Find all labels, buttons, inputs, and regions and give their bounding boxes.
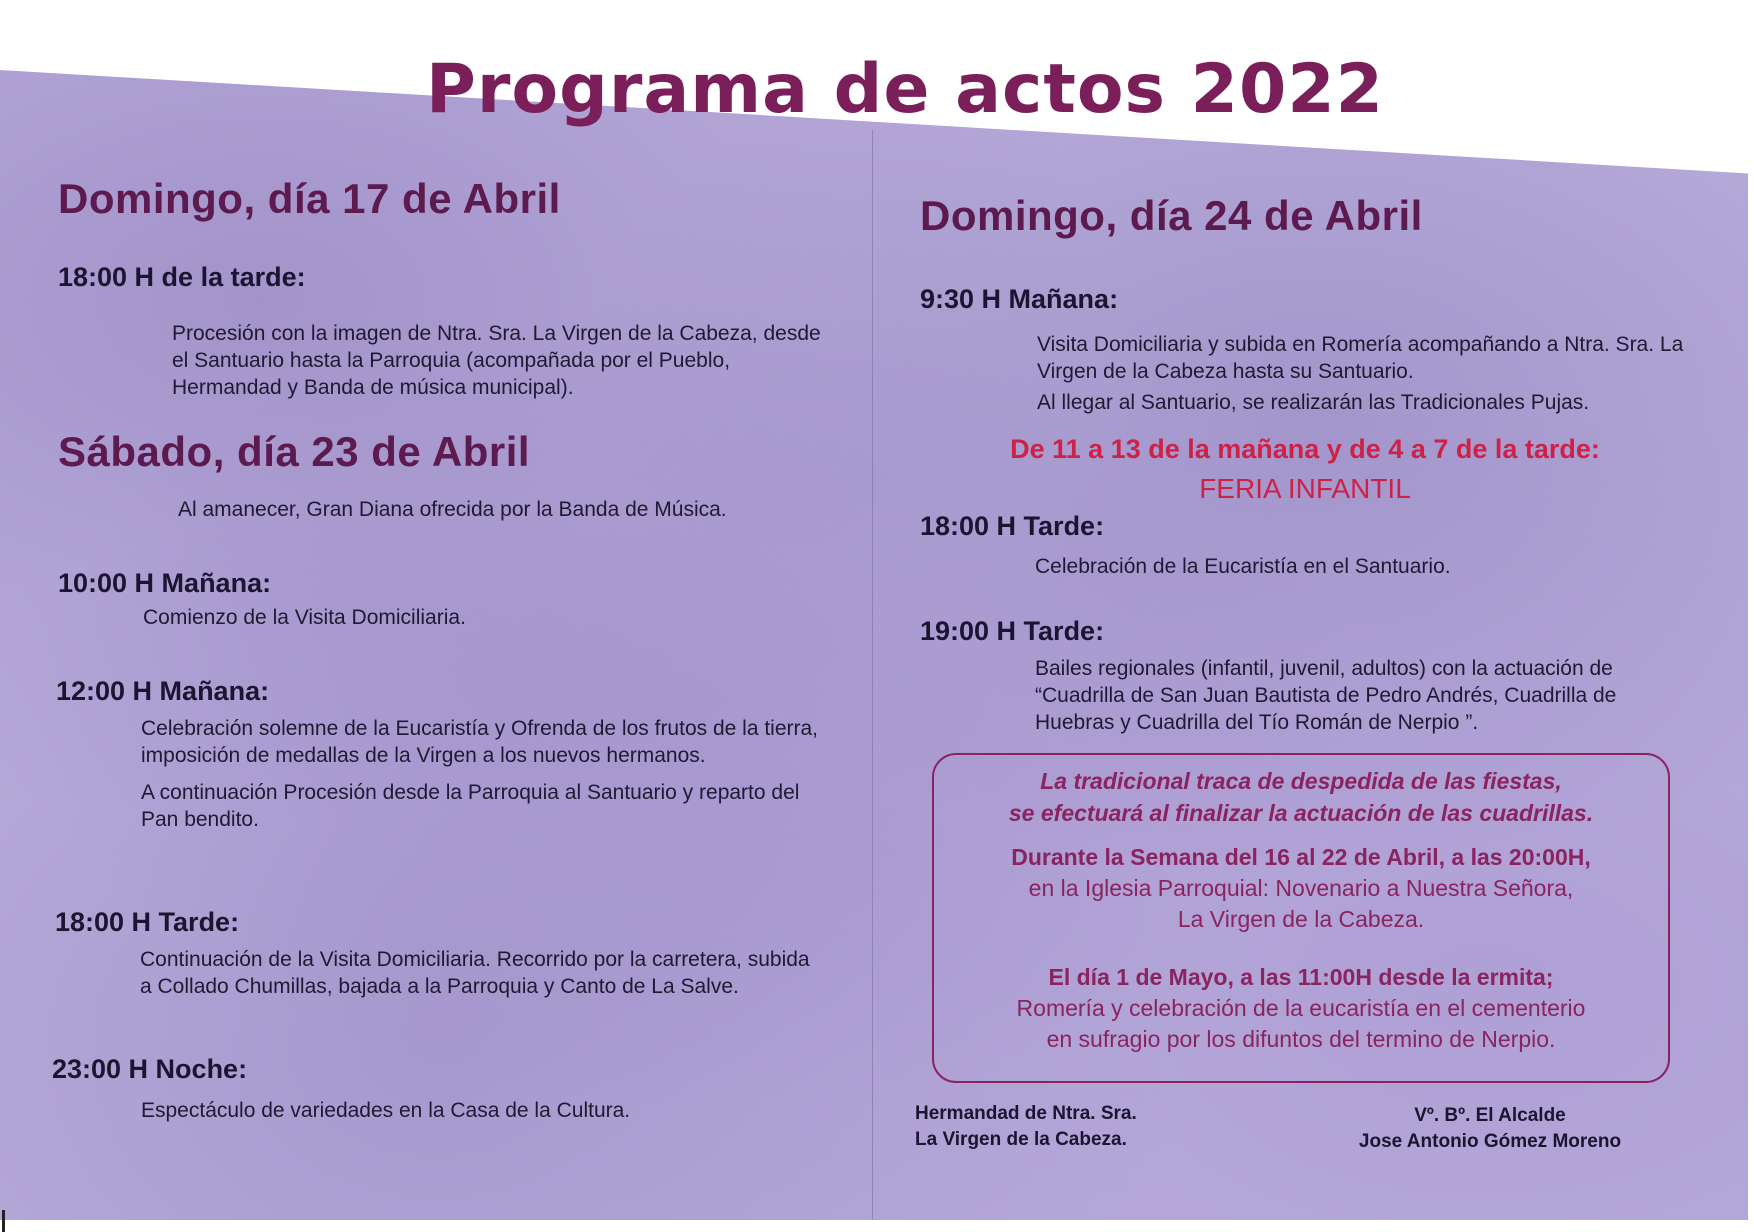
event-paragraph: Al llegar al Santuario, se realizarán las Tradicionales Pujas. <box>1037 391 1590 414</box>
feria-schedule: De 11 a 13 de la mañana y de 4 a 7 de la tarde: <box>1010 434 1600 464</box>
signature-alcalde <box>1340 1103 1640 1155</box>
notice-box <box>932 753 1670 1083</box>
event-paragraph: Visita Domiciliaria y subida en Romería acompañando a Ntra. Sra. La Virgen de la Cabeza hasta su Santuario. <box>1037 333 1684 383</box>
traca-line-1: La tradicional traca de despedida de las fiestas, <box>1040 768 1562 794</box>
mayo-line-1: El día 1 de Mayo, a las 11:00H desde la ermita; <box>1048 964 1554 990</box>
event-paragraph: Celebración de la Eucaristía en el Santuario. <box>1035 555 1451 578</box>
event-description <box>141 1097 831 1134</box>
day-heading-23-abril: Sábado, día 23 de Abril <box>58 428 531 475</box>
semana-line-2: en la Iglesia Parroquial: Novenario a Nuestra Señora, <box>1028 875 1574 901</box>
event-description <box>1037 331 1697 426</box>
page-title: Programa de actos 2022 <box>426 50 1384 129</box>
signature-hermandad <box>915 1101 1137 1153</box>
event-time: 9:30 H Mañana: <box>920 284 1119 314</box>
event-description <box>141 715 831 843</box>
signature-line: Hermandad de Ntra. Sra. <box>915 1103 1137 1124</box>
event-description <box>1035 553 1695 590</box>
intro-text: Al amanecer, Gran Diana ofrecida por la Banda de Música. <box>178 498 727 521</box>
mayo-line-3: en sufragio por los difuntos del termino de Nerpio. <box>1046 1026 1556 1052</box>
day-heading-17-abril: Domingo, día 17 de Abril <box>58 175 561 222</box>
scan-mark <box>2 1210 5 1232</box>
event-paragraph: Comienzo de la Visita Domiciliaria. <box>143 606 466 629</box>
event-description <box>140 946 810 1010</box>
event-time: 23:00 H Noche: <box>52 1054 248 1084</box>
feria-title: FERIA INFANTIL <box>1199 473 1411 504</box>
signature-line: Jose Antonio Gómez Moreno <box>1358 1131 1622 1152</box>
event-description <box>172 320 832 411</box>
event-paragraph: Bailes regionales (infantil, juvenil, adultos) con la actuación de “Cuadrilla de San Juan Bautista de Pedro Andrés, Cuadrilla de Huebras y Cuadrilla del Tío Román de Nerpio ”. <box>1035 657 1617 734</box>
event-description <box>143 604 833 641</box>
semana-line-1: Durante la Semana del 16 al 22 de Abril, a las 20:00H, <box>1011 844 1591 870</box>
traca-line-2: se efectuará al finalizar la actuación de las cuadrillas. <box>1008 800 1594 826</box>
event-time: 10:00 H Mañana: <box>58 568 272 598</box>
mayo-line-2: Romería y celebración de la eucaristía en el cementerio <box>1016 995 1586 1021</box>
signature-line: La Virgen de la Cabeza. <box>915 1129 1127 1150</box>
event-description <box>1035 655 1683 746</box>
event-time: 18:00 H Tarde: <box>920 511 1105 541</box>
event-paragraph: A continuación Procesión desde la Parroquia al Santuario y reparto del Pan bendito. <box>141 781 800 831</box>
event-time: 12:00 H Mañana: <box>56 676 270 706</box>
semana-line-3: La Virgen de la Cabeza. <box>1177 906 1425 932</box>
event-time: 19:00 H Tarde: <box>920 616 1105 646</box>
event-paragraph: Espectáculo de variedades en la Casa de la Cultura. <box>141 1099 631 1122</box>
event-paragraph: Celebración solemne de la Eucaristía y Ofrenda de los frutos de la tierra, imposición de medallas de la Virgen a los nuevos hermanos. <box>141 717 819 767</box>
event-time: 18:00 H de la tarde: <box>58 262 306 292</box>
event-time: 18:00 H Tarde: <box>55 907 240 937</box>
event-paragraph: Continuación de la Visita Domiciliaria. Recorrido por la carretera, subida a Collado Chumillas, bajada a la Parroquia y Canto de La Salve. <box>140 948 810 998</box>
day-heading-24-abril: Domingo, día 24 de Abril <box>920 192 1423 239</box>
event-paragraph: Procesión con la imagen de Ntra. Sra. La Virgen de la Cabeza, desde el Santuario hasta la Parroquia (acompañada por el Pueblo, Hermandad y Banda de música municipal). <box>172 322 821 399</box>
fold-line <box>872 130 873 1220</box>
signature-line: Vº. Bº. El Alcalde <box>1414 1105 1566 1126</box>
